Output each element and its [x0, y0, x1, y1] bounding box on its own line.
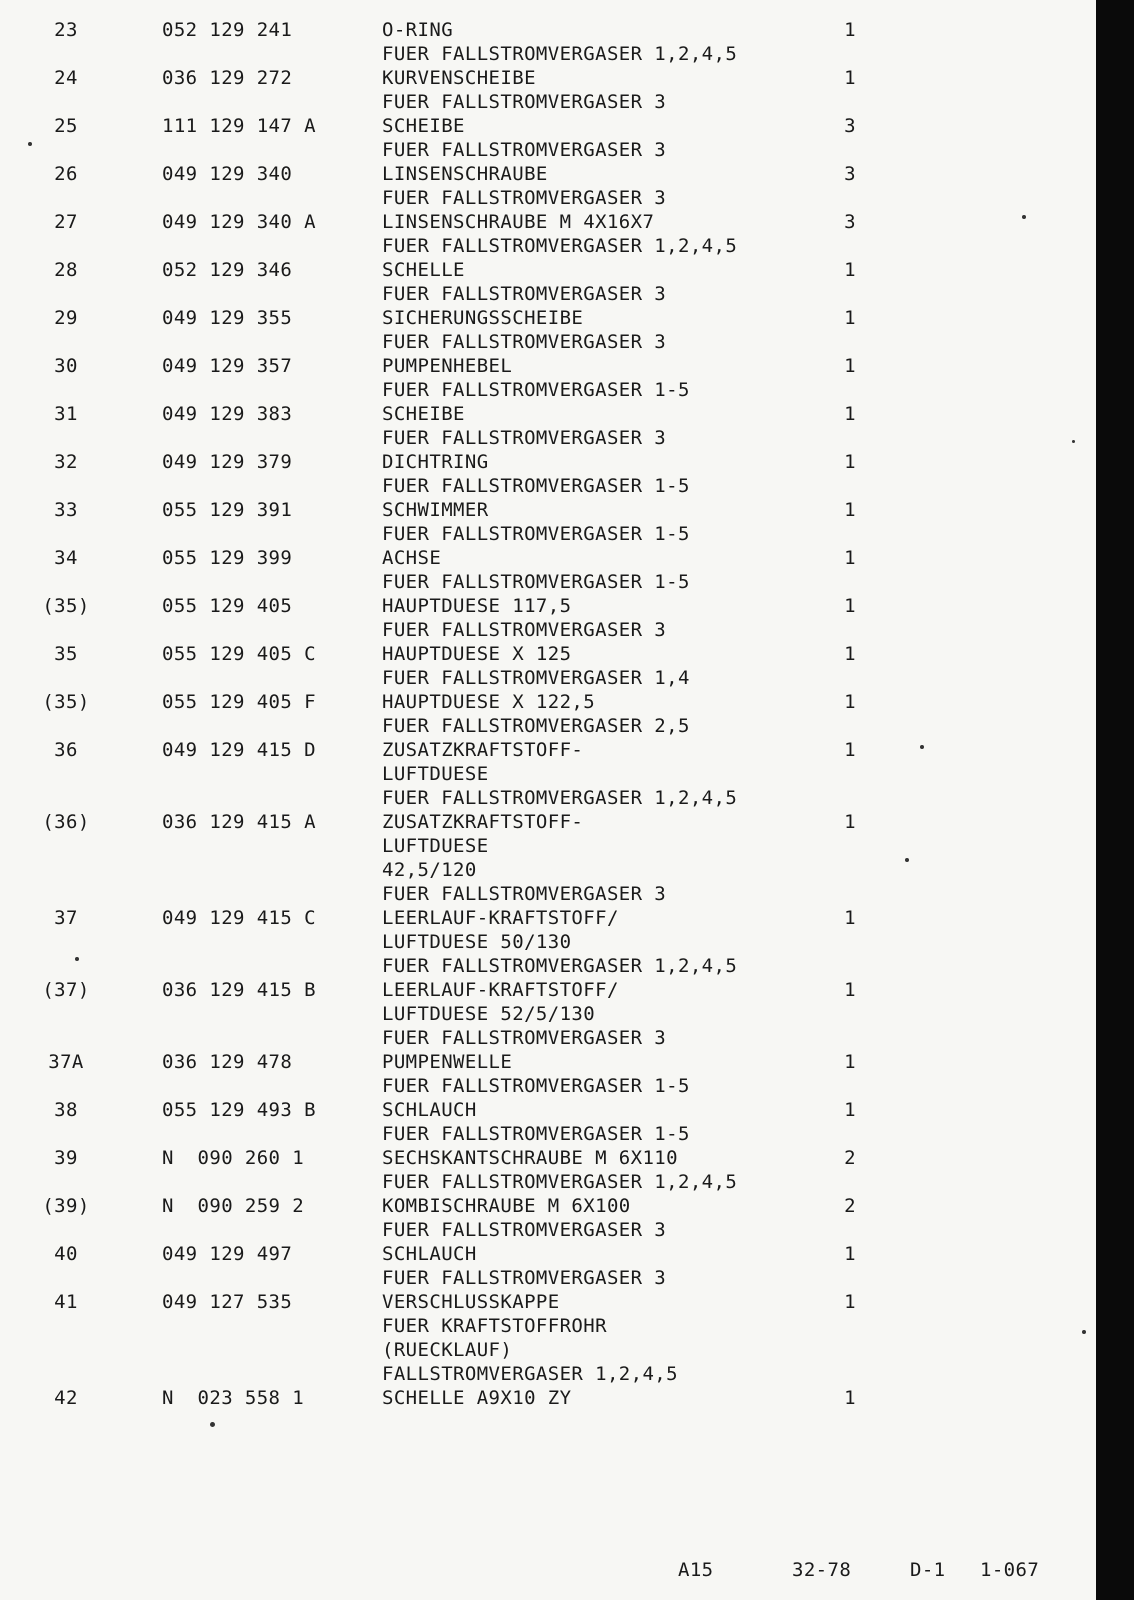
part-description-detail: LUFTDUESE [382, 835, 489, 857]
parts-row [0, 978, 1090, 1050]
quantity: 1 [844, 1243, 856, 1265]
part-number: 049 129 415 C [162, 907, 316, 929]
quantity: 1 [844, 451, 856, 473]
parts-row-line [0, 618, 1090, 642]
quantity: 1 [844, 811, 856, 833]
parts-row [0, 258, 1090, 306]
quantity: 1 [844, 19, 856, 41]
parts-row [0, 306, 1090, 354]
part-description-detail: (RUECKLAUF) [382, 1339, 513, 1361]
part-description: SICHERUNGSSCHEIBE [382, 307, 584, 329]
part-number: N 090 259 2 [162, 1195, 305, 1217]
part-description-detail: FUER FALLSTROMVERGASER 1-5 [382, 1123, 690, 1145]
part-description-detail: FUER FALLSTROMVERGASER 3 [382, 883, 667, 905]
parts-row-line [0, 1170, 1090, 1194]
part-description-detail: FUER FALLSTROMVERGASER 1-5 [382, 379, 690, 401]
part-number: 036 129 415 A [162, 811, 316, 833]
quantity: 1 [844, 1099, 856, 1121]
position-number: 36 [54, 739, 78, 761]
position-number: 38 [54, 1099, 78, 1121]
parts-row-line [0, 498, 1090, 522]
part-description-detail: FUER FALLSTROMVERGASER 3 [382, 619, 667, 641]
part-number: 055 129 405 F [162, 691, 316, 713]
part-number: 049 129 355 [162, 307, 293, 329]
parts-row-line [0, 1338, 1090, 1362]
quantity: 2 [844, 1195, 856, 1217]
parts-row-line [0, 426, 1090, 450]
quantity: 3 [844, 163, 856, 185]
parts-row [0, 642, 1090, 690]
parts-row-line [0, 18, 1090, 42]
part-description: ZUSATZKRAFTSTOFF- [382, 811, 584, 833]
parts-row-line [0, 474, 1090, 498]
part-description: SCHLAUCH [382, 1099, 477, 1121]
part-description-detail: FUER FALLSTROMVERGASER 3 [382, 427, 667, 449]
parts-row-line [0, 546, 1090, 570]
parts-row-line [0, 90, 1090, 114]
part-description-detail: FUER FALLSTROMVERGASER 1,2,4,5 [382, 1171, 738, 1193]
parts-row-line [0, 1026, 1090, 1050]
parts-row-line [0, 1362, 1090, 1386]
part-number: 055 129 405 [162, 595, 293, 617]
parts-row-line [0, 234, 1090, 258]
part-description-detail: FUER FALLSTROMVERGASER 3 [382, 1219, 667, 1241]
position-number: 24 [54, 67, 78, 89]
parts-list [0, 18, 1090, 1410]
parts-row [0, 114, 1090, 162]
part-description: HAUPTDUESE X 122,5 [382, 691, 596, 713]
parts-row-line [0, 258, 1090, 282]
position-number: 37A [48, 1051, 84, 1073]
part-number: 049 127 535 [162, 1291, 293, 1313]
part-description: LINSENSCHRAUBE M 4X16X7 [382, 211, 655, 233]
part-description-detail: LUFTDUESE 52/5/130 [382, 1003, 596, 1025]
parts-row-line [0, 1050, 1090, 1074]
parts-row-line [0, 522, 1090, 546]
part-description-detail: FUER FALLSTROMVERGASER 1,2,4,5 [382, 955, 738, 977]
position-number: 29 [54, 307, 78, 329]
parts-row [0, 210, 1090, 258]
position-number: 30 [54, 355, 78, 377]
parts-row-line [0, 978, 1090, 1002]
position-number: (37) [42, 979, 90, 1001]
parts-row [0, 1146, 1090, 1194]
parts-row [0, 1050, 1090, 1098]
part-description-detail: LUFTDUESE 50/130 [382, 931, 572, 953]
scan-speck [210, 1422, 215, 1427]
part-description: SCHWIMMER [382, 499, 489, 521]
part-description-detail: FUER FALLSTROMVERGASER 3 [382, 139, 667, 161]
part-description-detail: FUER FALLSTROMVERGASER 2,5 [382, 715, 690, 737]
parts-row-line [0, 330, 1090, 354]
part-number: 036 129 272 [162, 67, 293, 89]
part-number: 055 129 391 [162, 499, 293, 521]
quantity: 1 [844, 67, 856, 89]
parts-row-line [0, 762, 1090, 786]
part-number: 049 129 497 [162, 1243, 293, 1265]
parts-row [0, 546, 1090, 594]
position-number: 34 [54, 547, 78, 569]
parts-row-line [0, 834, 1090, 858]
part-description-detail: FUER FALLSTROMVERGASER 3 [382, 187, 667, 209]
position-number: 33 [54, 499, 78, 521]
part-description-detail: FUER FALLSTROMVERGASER 1-5 [382, 571, 690, 593]
part-description-detail: FUER FALLSTROMVERGASER 1,2,4,5 [382, 787, 738, 809]
parts-row-line [0, 594, 1090, 618]
parts-row [0, 738, 1090, 810]
part-description: ZUSATZKRAFTSTOFF- [382, 739, 584, 761]
part-number: 049 129 383 [162, 403, 293, 425]
parts-row-line [0, 570, 1090, 594]
parts-row [0, 594, 1090, 642]
position-number: 26 [54, 163, 78, 185]
part-description-detail: FUER FALLSTROMVERGASER 3 [382, 1027, 667, 1049]
position-number: 27 [54, 211, 78, 233]
quantity: 1 [844, 1051, 856, 1073]
parts-row [0, 1386, 1090, 1410]
part-description-detail: FUER FALLSTROMVERGASER 1-5 [382, 1075, 690, 1097]
position-number: 23 [54, 19, 78, 41]
parts-row-line [0, 186, 1090, 210]
parts-row-line [0, 1218, 1090, 1242]
quantity: 1 [844, 907, 856, 929]
scan-speck [1022, 215, 1026, 219]
quantity: 1 [844, 739, 856, 761]
quantity: 1 [844, 355, 856, 377]
parts-row-line [0, 906, 1090, 930]
position-number: (35) [42, 691, 90, 713]
quantity: 1 [844, 307, 856, 329]
parts-row-line [0, 1266, 1090, 1290]
part-description: O-RING [382, 19, 454, 41]
quantity: 1 [844, 691, 856, 713]
parts-row-line [0, 354, 1090, 378]
part-description-detail: FALLSTROMVERGASER 1,2,4,5 [382, 1363, 678, 1385]
parts-row-line [0, 1002, 1090, 1026]
parts-row [0, 498, 1090, 546]
parts-row-line [0, 306, 1090, 330]
scan-edge-bar [1096, 0, 1134, 1600]
footer-page-code: 1-067 [980, 1559, 1040, 1581]
parts-row-line [0, 1098, 1090, 1122]
parts-row [0, 450, 1090, 498]
parts-row [0, 906, 1090, 978]
part-description: SECHSKANTSCHRAUBE M 6X110 [382, 1147, 678, 1169]
part-number: 052 129 241 [162, 19, 293, 41]
part-number: 055 129 405 C [162, 643, 316, 665]
part-number: 036 129 478 [162, 1051, 293, 1073]
parts-row-line [0, 1146, 1090, 1170]
parts-row-line [0, 162, 1090, 186]
parts-row-line [0, 690, 1090, 714]
parts-row-line [0, 402, 1090, 426]
part-description: KOMBISCHRAUBE M 6X100 [382, 1195, 631, 1217]
part-description: DICHTRING [382, 451, 489, 473]
parts-row-line [0, 882, 1090, 906]
parts-row [0, 1098, 1090, 1146]
part-description: KURVENSCHEIBE [382, 67, 536, 89]
part-number: N 090 260 1 [162, 1147, 305, 1169]
part-number: 055 129 399 [162, 547, 293, 569]
part-description-detail: 42,5/120 [382, 859, 477, 881]
part-description: SCHELLE [382, 259, 465, 281]
quantity: 1 [844, 1387, 856, 1409]
parts-row-line [0, 858, 1090, 882]
part-description: LEERLAUF-KRAFTSTOFF/ [382, 907, 619, 929]
parts-row [0, 66, 1090, 114]
quantity: 1 [844, 547, 856, 569]
position-number: (35) [42, 595, 90, 617]
part-number: 036 129 415 B [162, 979, 316, 1001]
parts-row [0, 402, 1090, 450]
parts-row [0, 810, 1090, 906]
footer-sheet-number: A15 [678, 1559, 714, 1581]
quantity: 1 [844, 979, 856, 1001]
position-number: 37 [54, 907, 78, 929]
scan-speck [1082, 1330, 1086, 1334]
parts-row-line [0, 642, 1090, 666]
position-number: 42 [54, 1387, 78, 1409]
part-number: 049 129 340 A [162, 211, 316, 233]
part-description: SCHEIBE [382, 403, 465, 425]
parts-row-line [0, 1122, 1090, 1146]
part-number: N 023 558 1 [162, 1387, 305, 1409]
part-description: LINSENSCHRAUBE [382, 163, 548, 185]
part-description-detail: FUER FALLSTROMVERGASER 1,2,4,5 [382, 235, 738, 257]
quantity: 1 [844, 595, 856, 617]
position-number: 28 [54, 259, 78, 281]
part-number: 052 129 346 [162, 259, 293, 281]
part-description-detail: FUER FALLSTROMVERGASER 3 [382, 91, 667, 113]
part-description-detail: FUER FALLSTROMVERGASER 1,2,4,5 [382, 43, 738, 65]
scan-speck [920, 745, 924, 749]
parts-row-line [0, 666, 1090, 690]
quantity: 1 [844, 1291, 856, 1313]
parts-row-line [0, 282, 1090, 306]
parts-row-line [0, 1290, 1090, 1314]
scan-speck [905, 858, 909, 862]
part-number: 049 129 357 [162, 355, 293, 377]
quantity: 1 [844, 499, 856, 521]
scan-speck [28, 142, 32, 146]
scan-speck [75, 957, 79, 961]
parts-row [0, 690, 1090, 738]
parts-row-line [0, 1314, 1090, 1338]
position-number: 31 [54, 403, 78, 425]
part-description: ACHSE [382, 547, 442, 569]
part-description-detail: FUER FALLSTROMVERGASER 1-5 [382, 523, 690, 545]
part-description: HAUPTDUESE X 125 [382, 643, 572, 665]
parts-row-line [0, 954, 1090, 978]
parts-row-line [0, 138, 1090, 162]
footer-region-code: D-1 [910, 1559, 946, 1581]
position-number: 41 [54, 1291, 78, 1313]
part-description: HAUPTDUESE 117,5 [382, 595, 572, 617]
parts-row-line [0, 210, 1090, 234]
part-description: SCHEIBE [382, 115, 465, 137]
parts-row-line [0, 1074, 1090, 1098]
parts-row [0, 1290, 1090, 1386]
parts-row-line [0, 114, 1090, 138]
parts-row-line [0, 66, 1090, 90]
parts-row-line [0, 378, 1090, 402]
position-number: 39 [54, 1147, 78, 1169]
parts-row-line [0, 714, 1090, 738]
scan-speck [1072, 440, 1075, 443]
part-description: PUMPENWELLE [382, 1051, 513, 1073]
parts-row-line [0, 1386, 1090, 1410]
position-number: 40 [54, 1243, 78, 1265]
part-description-detail: FUER FALLSTROMVERGASER 3 [382, 331, 667, 353]
quantity: 1 [844, 643, 856, 665]
quantity: 2 [844, 1147, 856, 1169]
parts-row-line [0, 450, 1090, 474]
part-number: 055 129 493 B [162, 1099, 316, 1121]
part-description: PUMPENHEBEL [382, 355, 513, 377]
part-description-detail: FUER FALLSTROMVERGASER 1-5 [382, 475, 690, 497]
position-number: (36) [42, 811, 90, 833]
part-description-detail: FUER FALLSTROMVERGASER 3 [382, 283, 667, 305]
position-number: 35 [54, 643, 78, 665]
quantity: 1 [844, 259, 856, 281]
part-description-detail: LUFTDUESE [382, 763, 489, 785]
parts-row-line [0, 786, 1090, 810]
parts-row-line [0, 738, 1090, 762]
footer-date: 32-78 [792, 1559, 852, 1581]
parts-row-line [0, 810, 1090, 834]
quantity: 3 [844, 211, 856, 233]
position-number: 32 [54, 451, 78, 473]
position-number: 25 [54, 115, 78, 137]
part-number: 049 129 340 [162, 163, 293, 185]
position-number: (39) [42, 1195, 90, 1217]
part-number: 049 129 415 D [162, 739, 316, 761]
parts-row [0, 1242, 1090, 1290]
quantity: 1 [844, 403, 856, 425]
parts-row [0, 162, 1090, 210]
parts-row-line [0, 1242, 1090, 1266]
part-number: 111 129 147 A [162, 115, 316, 137]
parts-row [0, 18, 1090, 66]
quantity: 3 [844, 115, 856, 137]
part-description: SCHELLE A9X10 ZY [382, 1387, 572, 1409]
parts-row-line [0, 1194, 1090, 1218]
parts-row-line [0, 42, 1090, 66]
part-description: SCHLAUCH [382, 1243, 477, 1265]
part-description: LEERLAUF-KRAFTSTOFF/ [382, 979, 619, 1001]
part-description-detail: FUER KRAFTSTOFFROHR [382, 1315, 607, 1337]
part-description: VERSCHLUSSKAPPE [382, 1291, 560, 1313]
parts-row [0, 354, 1090, 402]
parts-row [0, 1194, 1090, 1242]
part-number: 049 129 379 [162, 451, 293, 473]
part-description-detail: FUER FALLSTROMVERGASER 1,4 [382, 667, 690, 689]
parts-row-line [0, 930, 1090, 954]
part-description-detail: FUER FALLSTROMVERGASER 3 [382, 1267, 667, 1289]
